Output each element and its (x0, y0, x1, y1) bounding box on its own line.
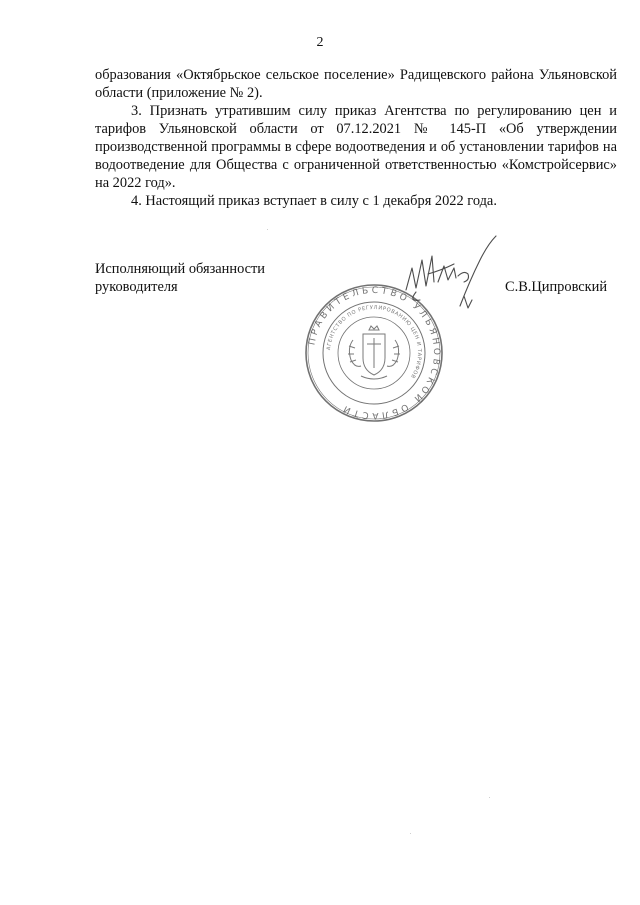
document-body (95, 66, 617, 210)
scan-speck (267, 229, 268, 230)
signer-position (95, 260, 315, 296)
seal-outer-text: ПРАВИТЕЛЬСТВО УЛЬЯНОВСКОЙ ОБЛАСТИ (307, 285, 442, 421)
page-number: 2 (316, 35, 324, 50)
signer-position-line-2: руководителя (95, 279, 178, 295)
handwritten-signature (398, 230, 508, 320)
seal-inner-text: АГЕНТСТВО ПО РЕГУЛИРОВАНИЮ ЦЕН И ТАРИФОВ (326, 304, 423, 380)
paragraph-item-3: 3. Признать утратившим силу приказ Агентства по регулированию цен и тарифов Ульяновской области от 07.12.2021 № 145-П «Об утверждении производственной программы в сфере водоотведения и об установлении тарифов на водоотведение для Общества с ограниченной ответственностью «Комстройсервис» на 2022 год». (95, 103, 617, 191)
scan-speck (410, 833, 411, 834)
paragraph-continuation: образования «Октябрьское сельское поселение» Радищевского района Ульяновской области (приложение № 2). (95, 67, 617, 101)
scan-speck (489, 797, 490, 798)
paragraph-item-4: 4. Настоящий приказ вступает в силу с 1 декабря 2022 года. (131, 193, 497, 209)
signer-position-line-1: Исполняющий обязанности (95, 261, 266, 277)
signer-name: С.В.Ципровский (505, 279, 608, 295)
